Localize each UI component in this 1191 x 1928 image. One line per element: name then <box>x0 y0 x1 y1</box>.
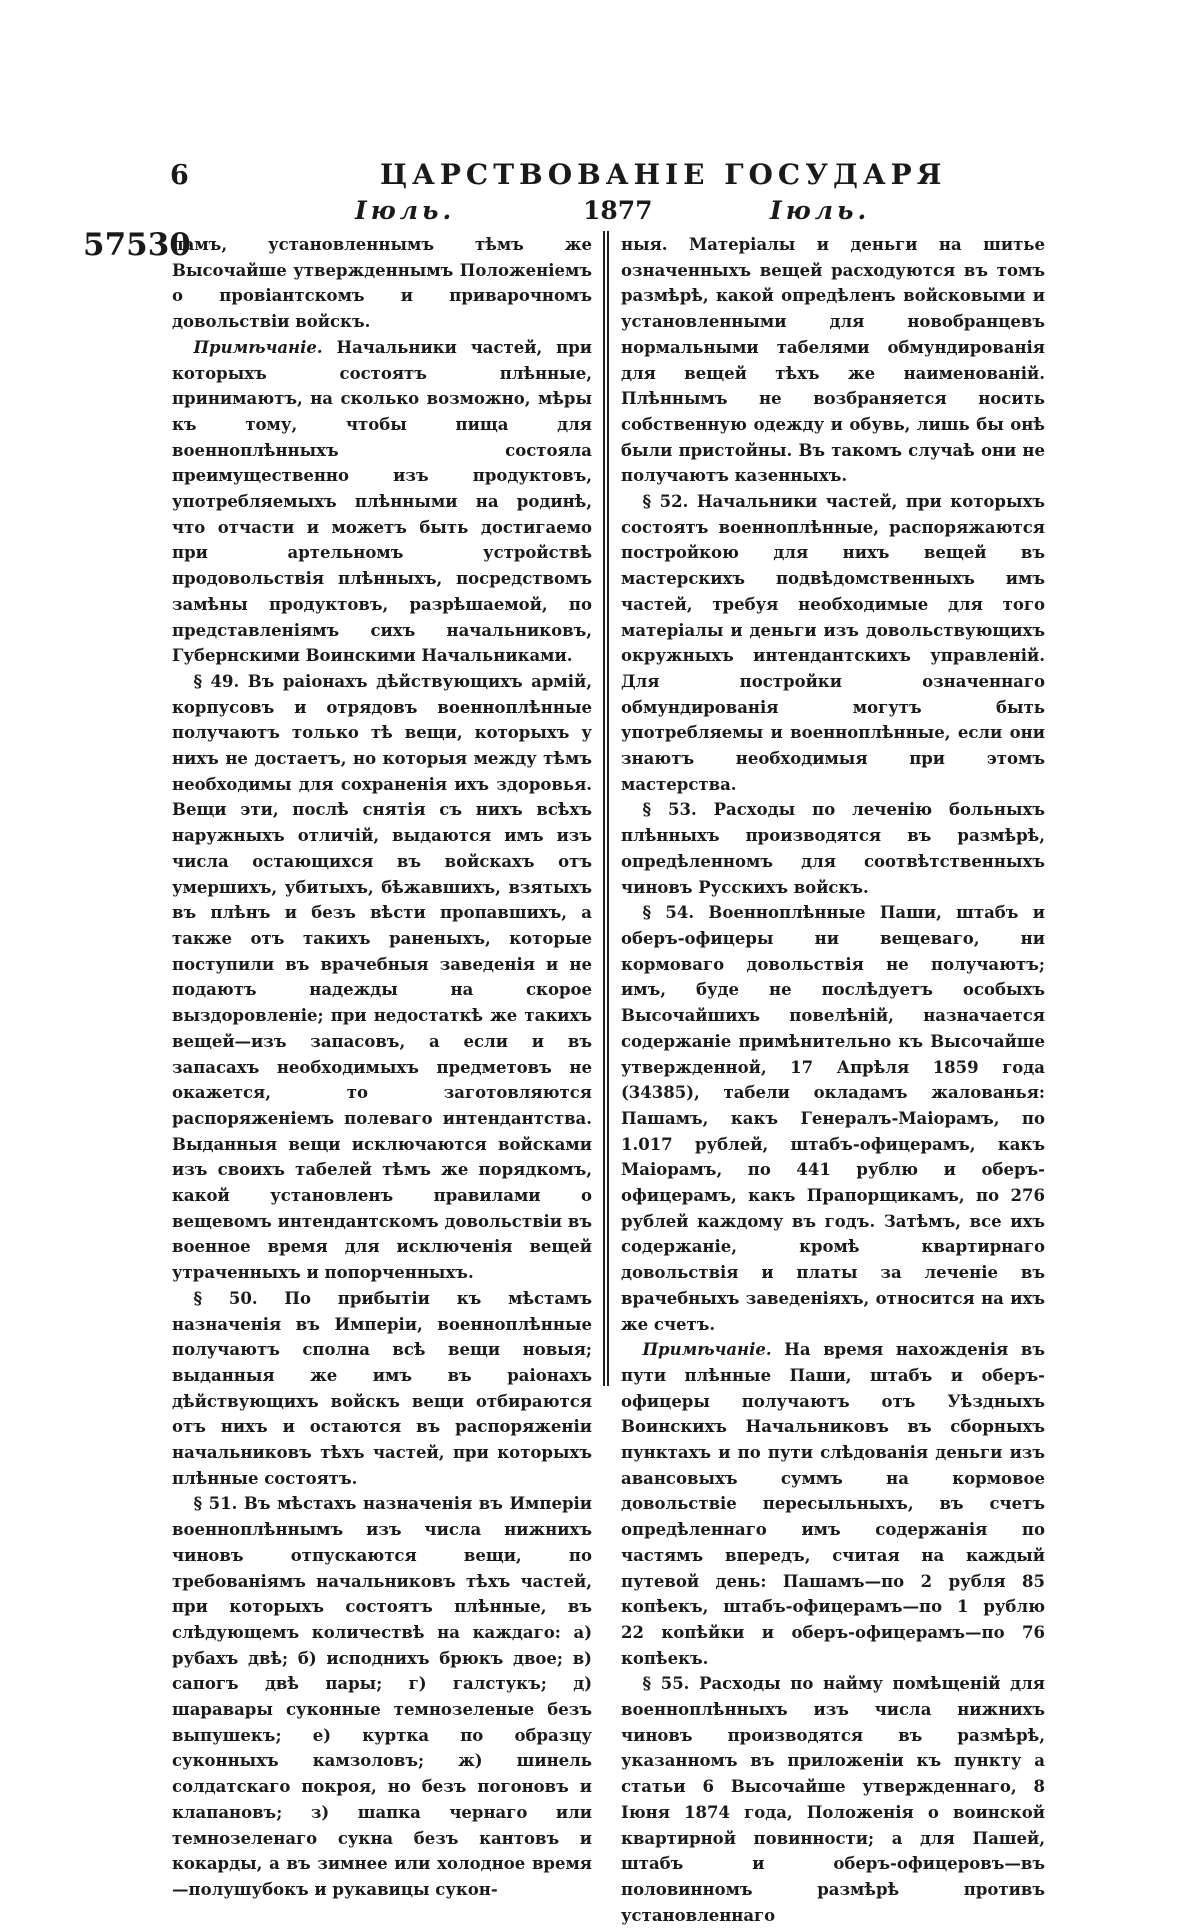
running-title: ЦАРСТВОВАНІЕ ГОСУДАРЯ <box>380 158 947 191</box>
note-label: Примѣчаніе. <box>193 337 323 357</box>
left-column <box>172 232 592 1903</box>
section-paragraph: § 54. Военноплѣнные Паши, штабъ и оберъ-офицеры ни вещеваго, ни кормоваго довольствія не получаютъ; имъ, буде не послѣдуетъ особыхъ Высочайшихъ повелѣній, назначается содержаніе примѣнительно къ Высочайше утвержденной, 17 Апрѣля 1859 года (34385), табели окладамъ жалованья: Пашамъ, какъ Генералъ-Маіорамъ, по 1.017 рублей, штабъ-офицерамъ, какъ Маіорамъ, по 441 рублю и оберъ-офицерамъ, какъ Прапорщикамъ, по 276 рублей каждому въ годъ. Затѣмъ, все ихъ содержаніе, кромѣ квартирнаго довольствія и платы за леченіе въ врачебныхъ заведеніяхъ, относится на ихъ же счетъ. <box>621 903 1045 1334</box>
column-divider <box>603 231 609 1386</box>
note-label: Примѣчаніе. <box>642 1340 772 1360</box>
right-column <box>621 232 1045 1928</box>
section-paragraph: § 51. Въ мѣстахъ назначенія въ Имперіи военноплѣннымъ изъ числа нижнихъ чиновъ отпускаются вещи, по требованіямъ начальниковъ тѣхъ частей, при которыхъ состоятъ плѣнные, въ слѣдующемъ количествѣ на каждаго: а) рубахъ двѣ; б) исподнихъ брюкъ двое; в) сапогъ двѣ пары; г) галстукъ; д) шаравары суконные темнозеленые безъ выпушекъ; е) куртка по образцу суконныхъ камзоловъ; ж) шинель солдатскаго покроя, но безъ погоновъ и клапановъ; з) шапка чернаго или темнозеленаго сукна безъ кантовъ и кокарды, а въ зимнее или холодное время—полушубокъ и рукавицы сукон- <box>172 1494 592 1899</box>
note-paragraph <box>621 1337 1045 1671</box>
section-paragraph: § 53. Расходы по леченію больныхъ плѣнныхъ производятся въ размѣрѣ, опредѣленномъ для соотвѣтственныхъ чиновъ Русскихъ войскъ. <box>621 800 1045 897</box>
continued-paragraph: ныя. Матеріалы и деньги на шитье означенныхъ вещей расходуются въ томъ размѣрѣ, какой опредѣленъ войсковыми и установленными для новобранцевъ нормальными табелями обмундированія для вещей тѣхъ же наименованій. Плѣннымъ не возбраняется носить собственную одежду и обувь, лишь бы онѣ были пристойны. Въ такомъ случаѣ они не получаютъ казенныхъ. <box>621 235 1045 486</box>
note-paragraph <box>172 335 592 669</box>
section-paragraph: § 50. По прибытіи къ мѣстамъ назначенія въ Имперіи, военноплѣнные получаютъ сполна всѣ вещи новыя; выданныя же имъ въ раіонахъ дѣйствующихъ войскъ вещи отбираются отъ нихъ и остаются въ распоряженіи начальниковъ тѣхъ частей, при которыхъ плѣнные состоятъ. <box>172 1288 592 1488</box>
note-text: На время нахожденія въ пути плѣнные Паши, штабъ и оберъ-офицеры получаютъ отъ Уѣздныхъ Воинскихъ Начальниковъ въ сборныхъ пунктахъ и по пути слѣдованія деньги изъ авансовыхъ суммъ на кормовое довольствіе пересыльныхъ, въ счетъ опредѣленнаго имъ содержанія по частямъ впередъ, считая на каждый путевой день: Пашамъ—по 2 рубля 85 копѣекъ, штабъ-офицерамъ—по 1 рублю 22 копѣйки и оберъ-офицерамъ—по 76 копѣекъ. <box>621 1340 1045 1668</box>
section-paragraph: § 55. Расходы по найму помѣщеній для военноплѣнныхъ изъ числа нижнихъ чиновъ производятся въ размѣрѣ, указанномъ въ приложеніи къ пункту а статьи 6 Высочайше утвержденнаго, 8 Іюня 1874 года, Положенія о воинской квартирной повинности; а для Пашей, штабъ и оберъ-офицеровъ—въ половинномъ размѣрѣ противъ установленнаго <box>621 1674 1045 1925</box>
note-text: Начальники частей, при которыхъ состоятъ плѣнные, принимаютъ, на сколько возможно, мѣры къ тому, чтобы пища для военноплѣнныхъ состояла преимущественно изъ продуктовъ, употребляемыхъ плѣнными на родинѣ, что отчасти и можетъ быть достигаемо при артельномъ устройствѣ продовольствія плѣнныхъ, посредствомъ замѣны продуктовъ, разрѣшаемой, по представленіямъ сихъ начальниковъ, Губернскими Воинскими Начальниками. <box>172 337 592 666</box>
month-left: Іюль. <box>355 196 456 225</box>
section-paragraph: § 52. Начальники частей, при которыхъ состоятъ военноплѣнные, распоряжаются постройкою для нихъ вещей въ мастерскихъ подвѣдомственныхъ имъ частей, требуя необходимые для того матеріалы и деньги изъ довольствующихъ окружныхъ интендантскихъ управленій. Для постройки означеннаго обмундированія могутъ быть употребляемы и военноплѣнные, если они знаютъ необходимыя при этомъ мастерства. <box>621 492 1045 794</box>
continued-paragraph: ламъ, установленнымъ тѣмъ же Высочайше утвержденнымъ Положеніемъ о провіантскомъ и приварочномъ довольствіи войскъ. <box>172 235 592 332</box>
page-number: 6 <box>170 160 189 191</box>
year: 1877 <box>583 196 653 225</box>
law-number: 57530 <box>83 227 191 263</box>
section-paragraph: § 49. Въ раіонахъ дѣйствующихъ армій, корпусовъ и отрядовъ военноплѣнные получаютъ только тѣ вещи, которыхъ у нихъ не достаетъ, но которыя между тѣмъ необходимы для сохраненія ихъ здоровья. Вещи эти, послѣ снятія съ нихъ всѣхъ наружныхъ отличій, выдаются имъ изъ числа остающихся въ войскахъ отъ умершихъ, убитыхъ, бѣжавшихъ, взятыхъ въ плѣнъ и безъ вѣсти пропавшихъ, а также отъ такихъ раненыхъ, которые поступили въ врачебныя заведенія и не подаютъ надежды на скорое выздоровленіе; при недостаткѣ же такихъ вещей—изъ запасовъ, а если и въ запасахъ необходимыхъ предметовъ не окажется, то заготовляются распоряженіемъ полеваго интендантства. Выданныя вещи исключаются войсками изъ своихъ табелей тѣмъ же порядкомъ, какой установленъ правилами о вещевомъ интендантскомъ довольствіи въ военное время для исключенія вещей утраченныхъ и попорченныхъ. <box>172 671 592 1283</box>
month-right: Іюль. <box>770 196 871 225</box>
